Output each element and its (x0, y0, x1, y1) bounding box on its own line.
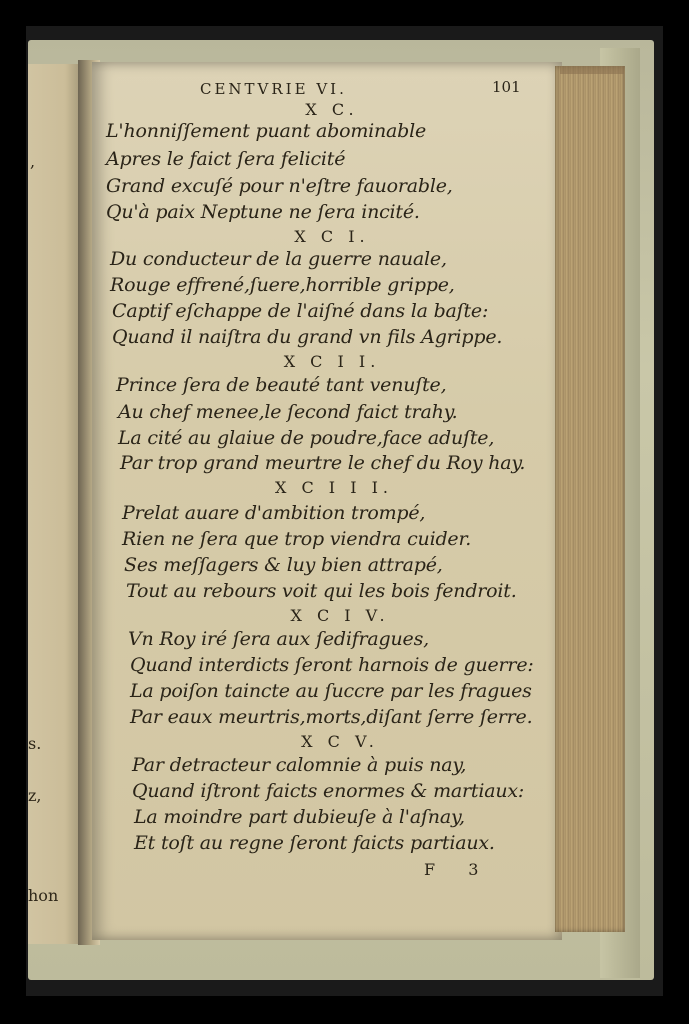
verse-line: Quand il naiſtra du grand vn fils Agrippe. (112, 326, 503, 348)
verse-line: Par detracteur calomnie à puis nay, (132, 754, 467, 776)
margin-fragment: s. (28, 734, 42, 753)
verse-line: Vn Roy iré ſera aux ſedifragues, (128, 628, 429, 650)
margin-fragment: , (30, 152, 36, 171)
verse-line: Quand iſtront faicts enormes & martiaux: (132, 780, 525, 802)
verse-line: Par trop grand meurtre le chef du Roy hay. (120, 452, 526, 474)
verse-line: L'honniſſement puant abominable (106, 120, 427, 142)
verse-line: La poiſon taincte au ſuccre par les fragues (130, 680, 532, 702)
quatrain-numeral: X C V. (301, 732, 379, 751)
page-edges-top (560, 66, 624, 74)
verse-line: Par eaux meurtris,morts,diſant ſerre ſerre. (130, 706, 533, 728)
quatrain-numeral: X C I. (294, 227, 370, 246)
signature-mark: F 3 (424, 860, 493, 879)
verse-line: Rouge effrené,ſuere,horrible grippe, (110, 274, 455, 296)
verse-line: Rien ne ſera que trop viendra cuider. (122, 528, 472, 550)
verse-line: Tout au rebours voit qui les bois fendroit. (126, 580, 517, 602)
verse-line: Grand excuſé pour n'eſtre fauorable, (106, 175, 453, 197)
verse-line: Apres le faict ſera felicité (106, 148, 346, 170)
margin-fragment: hon (28, 886, 59, 905)
quatrain-numeral: X C I I. (283, 352, 381, 371)
verse-line: Et toſt au regne ſeront faicts partiaux. (134, 832, 495, 854)
verse-line: Ses meſſagers & luy bien attrapé, (124, 554, 443, 576)
verse-line: Qu'à paix Neptune ne ſera incité. (106, 201, 420, 223)
quatrain-numeral: X C. (305, 100, 359, 119)
verse-line: Prince ſera de beauté tant venuſte, (116, 374, 447, 396)
verse-line: Du conducteur de la guerre nauale, (110, 248, 447, 270)
running-head: CENTVRIE VI. (200, 80, 347, 98)
verse-line: Quand interdicts ſeront harnois de guerre: (130, 654, 534, 676)
verse-line: Au chef menee,le ſecond faict trahy. (118, 401, 458, 423)
folio-number: 101 (492, 78, 521, 96)
page-edges (555, 66, 625, 932)
verse-line: Captif eſchappe de l'aiſné dans la baſte: (112, 300, 489, 322)
verse-line: Prelat auare d'ambition trompé, (122, 502, 426, 524)
quatrain-numeral: X C I V. (290, 606, 390, 625)
margin-fragment: z, (28, 786, 42, 805)
verse-line: La cité au glaiue de poudre,face aduſte, (118, 427, 495, 449)
quatrain-numeral: X C I I I. (274, 478, 394, 497)
verse-line: La moindre part dubieuſe à l'aſnay, (134, 806, 465, 828)
